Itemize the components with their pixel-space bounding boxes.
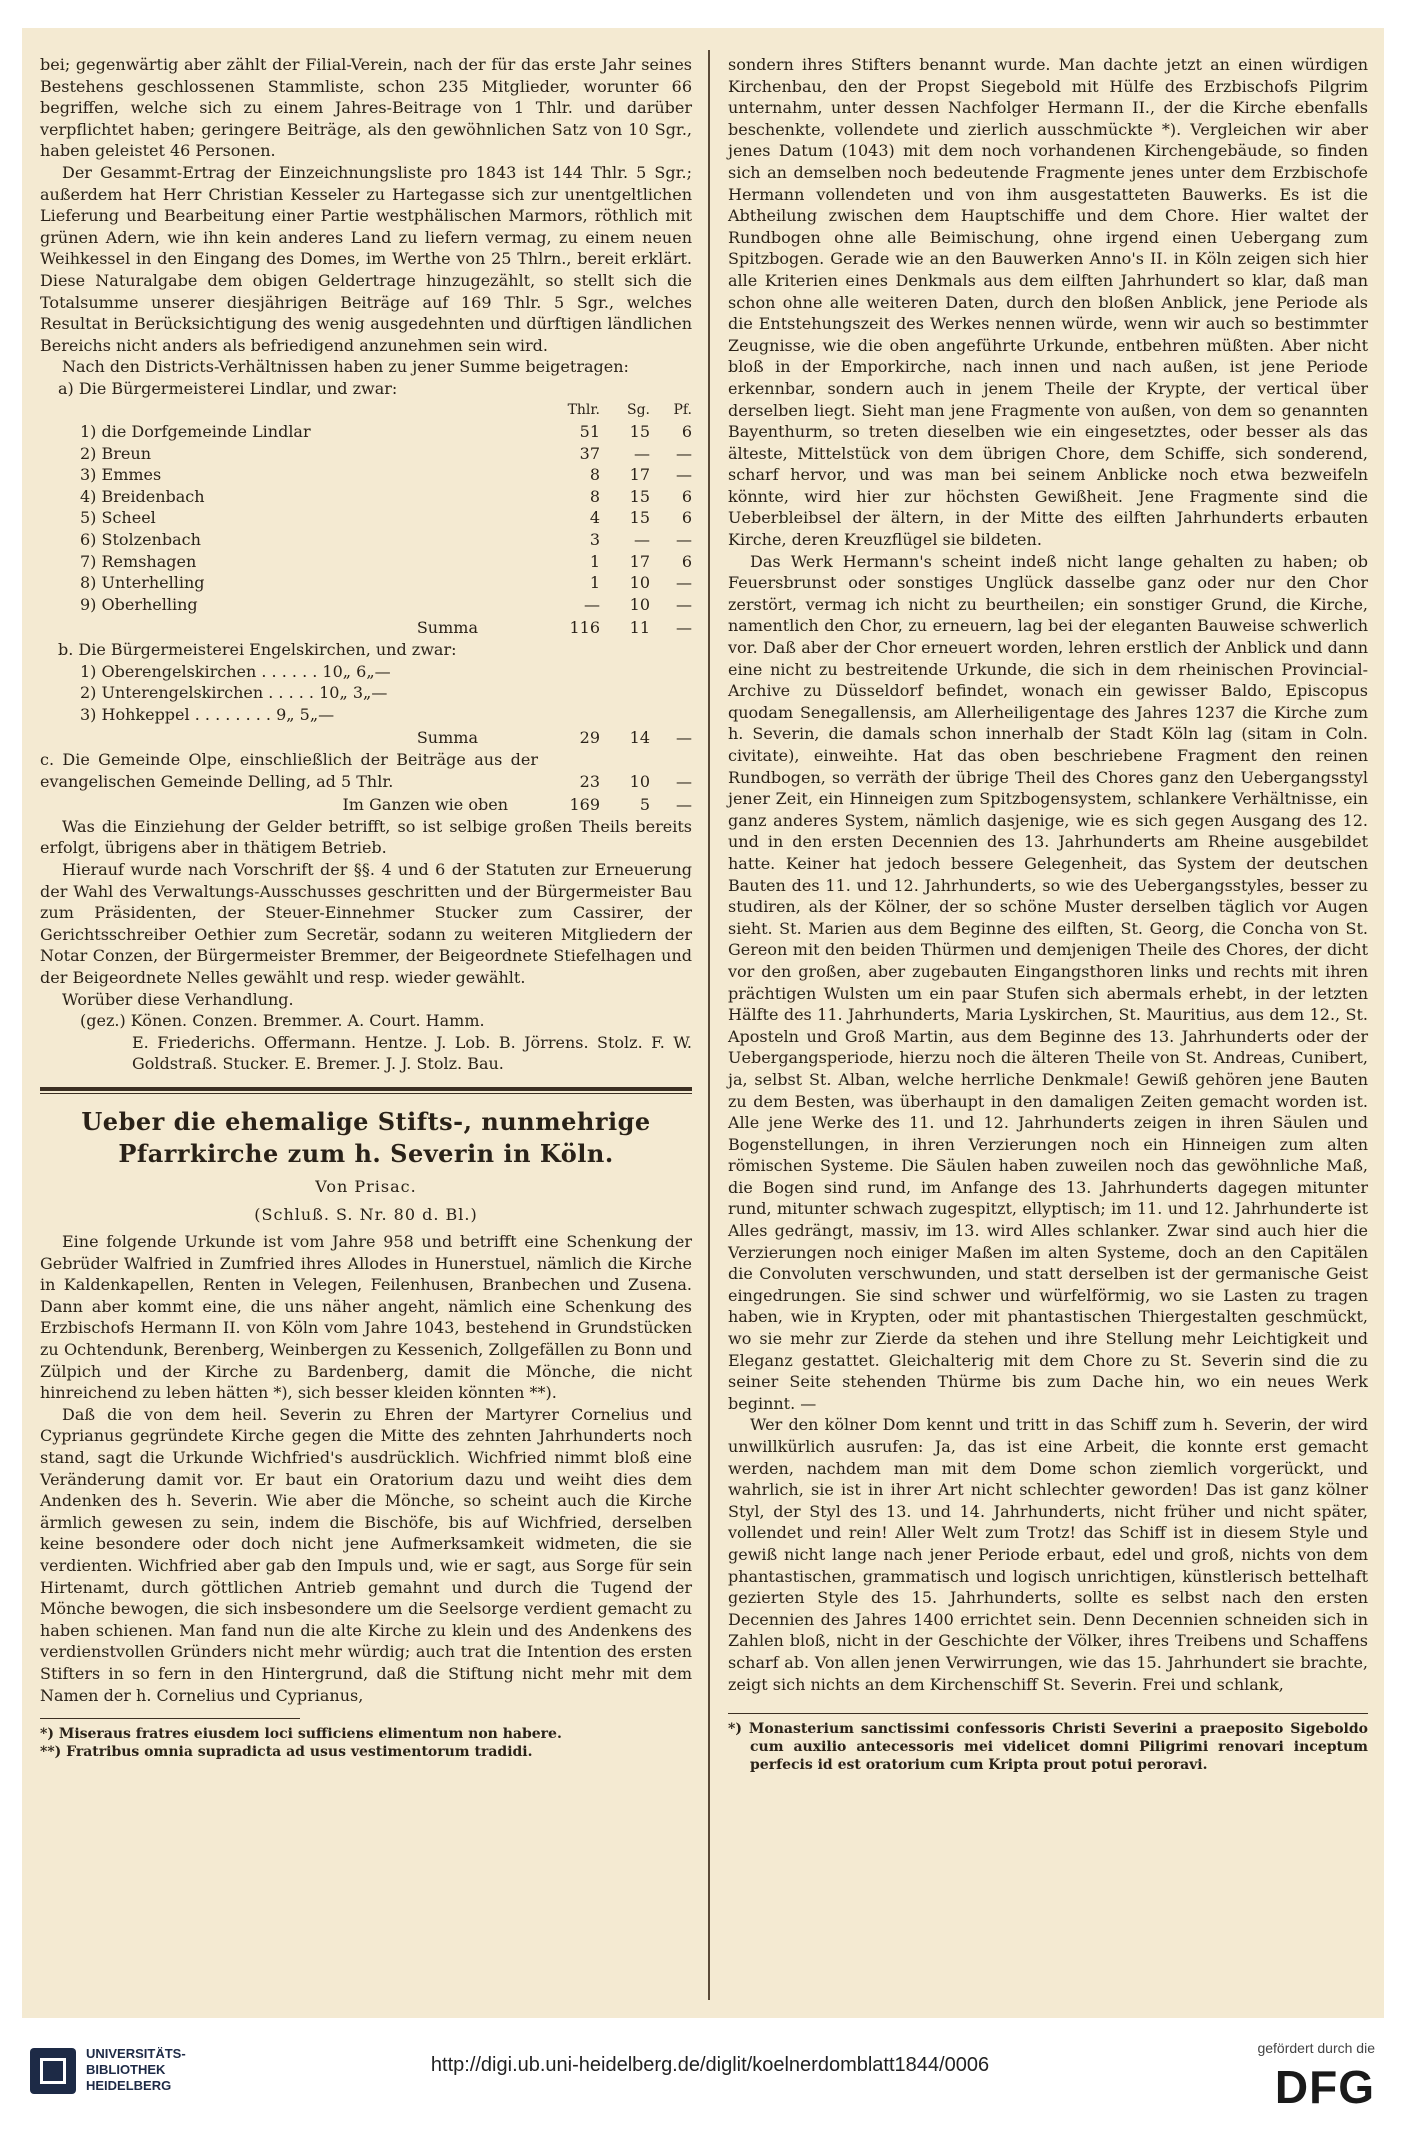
value-sgr: 5	[639, 795, 650, 815]
value-sgr: 15	[629, 508, 650, 528]
value-pf: —	[676, 618, 692, 638]
table-row: 3) Hohkeppel . . . . . . . . 9„ 5„—	[80, 704, 335, 724]
value-thlr: 3	[589, 530, 600, 550]
table-row	[40, 464, 692, 486]
sum-label: Summa	[416, 728, 478, 748]
article-paragraph: Eine folgende Urkunde ist vom Jahre 958 und betrifft eine Schenkung der Gebrüder Walfried in Zumfried ihres Allodes in Hunerstuel, nämlich die Kirche in Kaldenkapellen, Renten in Velegen, Feilenhusen, Branbechen und Zusena. Dann aber kommt eine, die uns näher angeht, nämlich eine Schenkung des Erzbischofs Hermann II. von Köln vom Jahre 1043, bestehend in Grundstücken zu Ochtendunk, Berenberg, Weinbergen zu Kessenich, Zollgefällen zu Bonn und Zülpich und der Kirche zu Bardenberg, damit die Mönche, die nicht hinreichend zu leben hätten *), sich besser kleiden könnten **).	[40, 1232, 692, 1403]
value-sgr: 10	[629, 594, 650, 614]
value-pf: —	[676, 573, 692, 593]
value-pf: 6	[681, 422, 692, 442]
table-row	[40, 529, 692, 551]
district-name: 5) Scheel	[80, 508, 156, 528]
value-thlr: 116	[569, 618, 600, 638]
district-name: 7) Remshagen	[80, 551, 197, 571]
sum-row-a	[40, 615, 692, 639]
value-thlr: 8	[589, 486, 600, 506]
intro-paragraph: bei; gegenwärtig aber zählt der Filial-Verein, nach der für das erste Jahr seines Bestehens geschlossenen Stammliste, schon 235 Mitglieder, worunter 66 begriffen, welche sich zu einem Jahres-Beitrage von 1 Thlr. und darüber verpflichtet haben; geringere Beiträge, als den gewöhnlichen Satz von 10 Sgr., haben geleistet 46 Personen.	[40, 55, 692, 161]
body-paragraph: Worüber diese Verhandlung.	[62, 989, 294, 1009]
article-separator-thick	[40, 1087, 692, 1091]
value-sgr: 15	[629, 422, 650, 442]
sum-label: Summa	[416, 618, 478, 638]
district-name: 2) Breun	[80, 443, 151, 463]
contribution-table-a	[40, 400, 692, 640]
institution-line: BIBLIOTHEK	[86, 2062, 166, 2077]
value-pf: —	[676, 594, 692, 614]
value-thlr: 37	[579, 443, 600, 463]
section-a-label: a) Die Bürgermeisterei Lindlar, und zwar:	[58, 378, 398, 398]
district-name: 2) Unterengelskirchen	[80, 683, 264, 703]
left-column	[40, 54, 692, 1761]
value-sgr: 14	[629, 728, 650, 748]
value-thlr: —	[584, 594, 600, 614]
footnote: *) Miseraus fratres eiusdem loci sufficiens elimentum non habere.	[40, 1726, 562, 1743]
value-thlr: 169	[569, 795, 600, 815]
table-row: 2) Unterengelskirchen . . . . . 10„ 3„—	[80, 683, 388, 703]
value-thlr: 51	[579, 422, 600, 442]
section-c-label: c. Die Gemeinde Olpe, einschließlich der Beiträge aus der evangelischen Gemeinde Delling, ad 5 Thlr.	[40, 750, 538, 791]
district-name: 3) Emmes	[80, 465, 162, 485]
digitization-footer	[0, 2032, 1409, 2129]
district-name: 1) Oberengelskirchen	[80, 661, 257, 681]
institution-line: HEIDELBERG	[86, 2078, 172, 2093]
footnote: **) Fratribus omnia supradicta ad usus vestimentorum tradidi.	[40, 1744, 533, 1761]
value-pf: —	[676, 795, 692, 815]
column-divider	[708, 50, 710, 2000]
unit-header-row	[40, 400, 692, 422]
value-thlr: 23	[579, 771, 600, 791]
footnotes-left	[40, 1725, 692, 1761]
newspaper-page	[22, 28, 1384, 2018]
article-separator-thin	[40, 1093, 692, 1094]
table-row	[40, 421, 692, 443]
footnote-rule	[728, 1713, 1368, 1714]
section-b-label: b. Die Bürgermeisterei Engelskirchen, und zwar:	[58, 640, 457, 660]
table-row	[40, 486, 692, 508]
article-paragraph: sondern ihres Stifters benannt wurde. Man dachte jetzt an einen würdigen Kirchenbau, den der Propst Siegebold mit Hülfe des Erzbischofs Pilgrim unternahm, unter dessen Nachfolger Hermann II., der die Kirche ebenfalls beschenkte, vollendete und zierlich ausschmückte *). Vergleichen wir aber jenes Datum (1043) mit dem noch vorhandenen Kirchengebäude, so finden sich an demselben noch bedeutende Fragmente jenes unter dem Erzbischofe Hermann vollendeten und von ihm ausgestatteten Bauwerks. Es ist die Abtheilung zwischen dem Hauptschiffe und dem Chore. Hier waltet der Rundbogen ohne alle Beimischung, ohne irgend einen Uebergang zum Spitzbogen. Gerade wie an den Bauwerken Anno's II. in Köln zeigen sich hier alle Kriterien eines Denkmals aus dem eilften Jahrhundert so klar, daß man schon ohne alle weiteren Daten, durch den bloßen Anblick, jene Periode als die Entstehungszeit des Werkes nennen würde, wenn wir auch so bestimmter Zeugnisse, wie die oben angeführte Urkunde, entbehren müßten. Aber nicht bloß in der Emporkirche, nach innen und nach außen, ist jene Periode erkennbar, sondern auch in jenem Theile der Krypte, der vertical über derselben liegt. Sieht man jene Fragmente von außen, von dem so genannten Bayenthurm, so treten dieselben wie ein eingesetztes, oder besser als das älteste, Mittelstück von dem übrigen Chore, dem Schiffe, sich sonderend, scharf hervor, und was man bei seinem Anblicke noch etwa bezweifeln könnte, wird hier zur höchsten Gewißheit. Jene Fragmente sind die Ueberbleibsel der ältern, in der Mitte des eilften Jahrhunderts erbauten Kirche, deren Kreuzflügel sie bildeten.	[728, 55, 1368, 550]
value-sgr: 10	[629, 771, 650, 791]
unit-header: Sg.	[626, 401, 650, 418]
value-sgr: 17	[629, 465, 650, 485]
signatures-line-2: E. Friederichs. Offermann. Hentze. J. Lob. B. Jörrens. Stolz. F. W. Goldstraß. Stucker. E. Bremer. J. J. Stolz. Bau.	[132, 1032, 692, 1074]
university-library-logo-icon	[30, 2048, 76, 2094]
table-row	[40, 594, 692, 616]
signatures-line-1: (gez.) Könen. Conzen. Bremmer. A. Court. Hamm.	[80, 1011, 485, 1031]
table-row	[40, 749, 692, 792]
district-value: 10„ 3„—	[319, 683, 388, 703]
intro-paragraph: Der Gesammt-Ertrag der Einzeichnungsliste pro 1843 ist 144 Thlr. 5 Sgr.; außerdem hat Herr Christian Kesseler zu Hartegasse sich zur unentgeltlichen Lieferung und Bearbeitung einer Partie westphälischen Marmors, röthlich mit grünen Adern, wie ihn kein anderes Land zu liefern vermag, zu einem neuen Weihkessel in den Eingang des Domes, im Werthe von 25 Thlrn., bereit erklärt. Diese Naturalgabe dem obigen Geldertrage hinzugezählt, so stellt sich die Totalsumme unserer diesjährigen Beiträge auf 169 Thlr. 5 Sgr., welches Resultat in Berücksichtigung des wenig ausgedehnten und dürftigen ländlichen Bereichs nicht anders als befriedigend anzunehmen sein wird.	[40, 162, 692, 355]
district-name: 4) Breidenbach	[80, 486, 205, 506]
article-paragraph: Wer den kölner Dom kennt und tritt in das Schiff zum h. Severin, der wird unwillkürlich ausrufen: Ja, das ist eine Arbeit, die konnte erst gemacht werden, nachdem man mit dem Dome schon ziemlich vorgerückt, und wahrlich, sie ist in ihrer Art nicht schlechter geworden! Das ist ganz kölner Styl, der Styl des 13. und 14. Jahrhunderts, nicht früher und nicht später, vollendet und rein! Aller Welt zum Trotz! das Schiff ist in diesem Style und gewiß nicht lange nach jener Periode erbaut, edel und groß, nichts von dem phantastischen, grammatisch und logisch unrichtigen, künstlerisch bettelhaft gezierten Style des 15. Jahrhunderts, sollte es selbst nach den ersten Decennien des Jahres 1400 errichtet sein. Denn Decennien schneiden sich in Zahlen bloß, nicht in der Geschichte der Völker, ihres Treibens und Schaffens scharf ab. Von allen jenen Verwirrungen, wie das 15. Jahrhundert sie brachte, zeigt sich nichts an dem Kirchenschiff St. Severin. Frei und schlank,	[728, 1415, 1368, 1694]
unit-header: Pf.	[673, 401, 692, 418]
value-pf: —	[676, 728, 692, 748]
value-sgr: 11	[629, 618, 650, 638]
table-row	[40, 572, 692, 594]
value-pf: —	[676, 530, 692, 550]
table-row	[40, 551, 692, 573]
contribution-table-b	[40, 661, 692, 749]
table-row	[40, 507, 692, 529]
value-thlr: 8	[589, 465, 600, 485]
district-value: 10„ 6„—	[322, 661, 391, 681]
body-paragraph: Hierauf wurde nach Vorschrift der §§. 4 und 6 der Statuten zur Erneuerung der Wahl des Verwaltungs-Ausschusses geschritten und der Bürgermeister Bau zum Präsidenten, der Steuer-Einnehmer Stucker zum Cassirer, der Gerichtsschreiber Oethier zum Secretär, sodann zu weiteren Mitgliedern der Notar Conzen, der Bürgermeister Bremmer, der Beigeordnete Stiefelhagen und der Beigeordnete Nelles gewählt und resp. wieder gewählt.	[40, 859, 692, 987]
district-name: 9) Oberhelling	[80, 594, 198, 614]
body-paragraph: Was die Einziehung der Gelder betrifft, so ist selbige großen Theils bereits erfolgt, übrigens aber in thätigem Betrieb.	[40, 816, 692, 858]
unit-header: Thlr.	[567, 401, 600, 418]
article-byline: Von Prisac.	[315, 1176, 417, 1196]
value-pf: —	[676, 771, 692, 791]
grand-total-row	[40, 792, 692, 816]
value-pf: 6	[681, 486, 692, 506]
article-paragraph: Daß die von dem heil. Severin zu Ehren der Martyrer Cornelius und Cyprianus gegründete Kirche gegen die Mitte des zehnten Jahrhunderts noch stand, sagt die Urkunde Wichfried's ausdrücklich. Wichfried nimmt bloß eine Veränderung damit vor. Er baut ein Oratorium dazu und weiht dies dem Andenken des h. Severin. Wie aber die Mönche, so scheint auch die Kirche ärmlich gewesen zu sein, indem die Bischöfe, bis auf Wichfried, derselben keine besondere oder doch nicht jene Aufmerksamkeit widmeten, die sie verdienten. Wichfried aber gab den Impuls und, wie er sagt, aus Sorge für sein Hirtenamt, durch göttlichen Antrieb gemahnt und durch die Tugend der Mönche bewogen, die sich insbesondere um die Seelsorge verdient gemacht zu haben schienen. Man fand nun die alte Kirche zu klein und des Andenkens des verdienstvollen Gründers nicht mehr würdig; auch trat die Intention des ersten Stifters in so fern in den Hintergrund, daß die Stiftung nicht mehr mit dem Namen der h. Cornelius und Cyprianus,	[40, 1404, 692, 1705]
value-sgr: —	[634, 443, 650, 463]
value-pf: —	[676, 465, 692, 485]
district-name: 8) Unterhelling	[80, 573, 205, 593]
value-pf: —	[676, 443, 692, 463]
institution-name	[86, 2046, 186, 2094]
value-thlr: 29	[579, 728, 600, 748]
permalink-url[interactable]: http://digi.ub.uni-heidelberg.de/diglit/koelnerdomblatt1844/0006	[430, 2054, 990, 2076]
article-paragraph: Das Werk Hermann's scheint indeß nicht lange gehalten zu haben; ob Feuersbrunst oder sonstiges Unglück dasselbe ganz oder nur den Chor zerstört, vermag ich nicht zu beurtheilen; ein sonstiger Grund, die Kirche, namentlich den Chor, zu erneuern, lag bei der eleganten Bauweise schwerlich vor. Daß aber der Chor erneuert worden, lehren erstlich der Anblick und dann eine nicht zu bestreitende Urkunde, die sich in dem rheinischen Provincial-Archive zu Düsseldorf befindet, wonach ein gewisser Baldo, Episcopus quodam Senegallensis, am Allerheiligentage des Jahres 1237 die Kirche zum h. Severin, die damals schon innerhalb der Stadt Köln lag (sitam in Coln. civitate), einweihte. Hat das oben beschriebene Fragment den reinen Rundbogen, so verräth der übrige Theil des Chores ganz den Uebergangsstyl jener Zeit, ein Hinneigen zum Spitzbogensystem, schlankere Verhältnisse, ein ganz anderes System, nämlich dasjenige, wie es sich gegen Ausgang des 12. und in den ersten Decennien des 13. Jahrhunderts am Rheine ausgebildet hatte. Keiner hat jedoch bessere Gelegenheit, das System der deutschen Bauten des 11. und 12. Jahrhunderts, so wie des Uebergangsstyles, besser zu studiren, als der Kölner, der so schöne Muster derselben täglich vor Augen sieht. St. Marien aus dem Beginne des eilften, St. Georg, die Concha von St. Gereon mit den beiden Thürmen und demjenigen Theile des Chores, der dicht vor den großen, aber zugebauten Eingangsthoren links und rechts mit ihren prächtigen Wulsten um ein paar Stufen sich abermals erhebt, in der letzten Hälfte des 11. Jahrhunderts, Maria Lyskirchen, St. Mauritius, aus dem 12., St. Aposteln und Groß Martin, aus dem Beginne des 13. Jahrhunderts oder der Uebergangsperiode, hierzu noch die älteren Theile von St. Andreas, Cunibert, ja, selbst St. Alban, welche herrliche Denkmale! Gewiß gehören jene Bauten zu dem Besten, was überhaupt in den damaligen Zeiten gemacht worden ist. Alle jene Werke des 11. und 12. Jahrhunderts zeigen in ihren Säulen und Bogenstellungen, in ihren Verzierungen noch ein Hinneigen zum alten römischen Systeme. Die Säulen haben zuweilen noch das gewöhnliche Maß, die Bogen sind rund, im Anfange des 13. Jahrhunderts dagegen mitunter rund, mitunter schwach zugespitzt, ellyptisch; im 11. und 12. Jahrhunderte ist Alles gedrängt, massiv, im 13. wird Alles schlanker. Zwar sind auch hier die Verzierungen noch einiger Maßen im alten Systeme, doch an den Capitälen die Convoluten verschwunden, und statt derselben ist der germanische Geist eingedrungen. Sie sind schwer und würfelförmig, wo sie Lasten zu tragen haben, wie in Krypten, oder mit phantastischen Thiergestalten geschmückt, wo sie mehr zur Zierde da stehen und ihre Stellung mehr Leichtigkeit und Eleganz gestattet. Gleichalterig mit dem Chore zu St. Severin sind die zu seiner Seite stehenden Thürme bis zum Dache hin, wo ein neues Werk beginnt. —	[728, 551, 1368, 1413]
table-row	[40, 443, 692, 465]
value-thlr: 1	[589, 573, 600, 593]
contribution-table-c	[40, 749, 692, 816]
footnotes-right	[728, 1720, 1368, 1774]
value-pf: 6	[681, 551, 692, 571]
footnote: *) Monasterium sanctissimi confessoris Christi Severini a praeposito Sigeboldo cum auxilio antecessoris mei videlicet domni Piligrimi renovari inceptum perfecis id est oratorium cum Kripta prout potui peroravi.	[728, 1721, 1368, 1774]
value-pf: 6	[681, 508, 692, 528]
institution-line: UNIVERSITÄTS-	[86, 2046, 186, 2061]
district-name: 1) die Dorfgemeinde Lindlar	[80, 422, 311, 442]
value-sgr: 10	[629, 573, 650, 593]
funding-note: gefördert durch die	[1257, 2040, 1375, 2056]
value-thlr: 4	[589, 508, 600, 528]
total-label: Im Ganzen wie oben	[342, 795, 508, 815]
table-row: 1) Oberengelskirchen . . . . . . 10„ 6„—	[80, 661, 391, 681]
district-name: 6) Stolzenbach	[80, 530, 201, 550]
district-value: 9„ 5„—	[276, 704, 335, 724]
dfg-logo: DFG	[1274, 2061, 1375, 2113]
district-name: 3) Hohkeppel	[80, 704, 190, 724]
value-sgr: 15	[629, 486, 650, 506]
article-heading: Ueber die ehemalige Stifts-, nunmehrige Pfarrkirche zum h. Severin in Köln.	[81, 1106, 651, 1168]
value-sgr: —	[634, 530, 650, 550]
footnote-rule	[40, 1718, 300, 1719]
intro-paragraph: Nach den Districts-Verhältnissen haben zu jener Summe beigetragen:	[62, 357, 629, 377]
value-thlr: 1	[589, 551, 600, 571]
sum-row-b	[40, 725, 692, 749]
value-sgr: 17	[629, 551, 650, 571]
right-column	[728, 54, 1368, 1774]
article-continuation: (Schluß. S. Nr. 80 d. Bl.)	[254, 1204, 478, 1224]
